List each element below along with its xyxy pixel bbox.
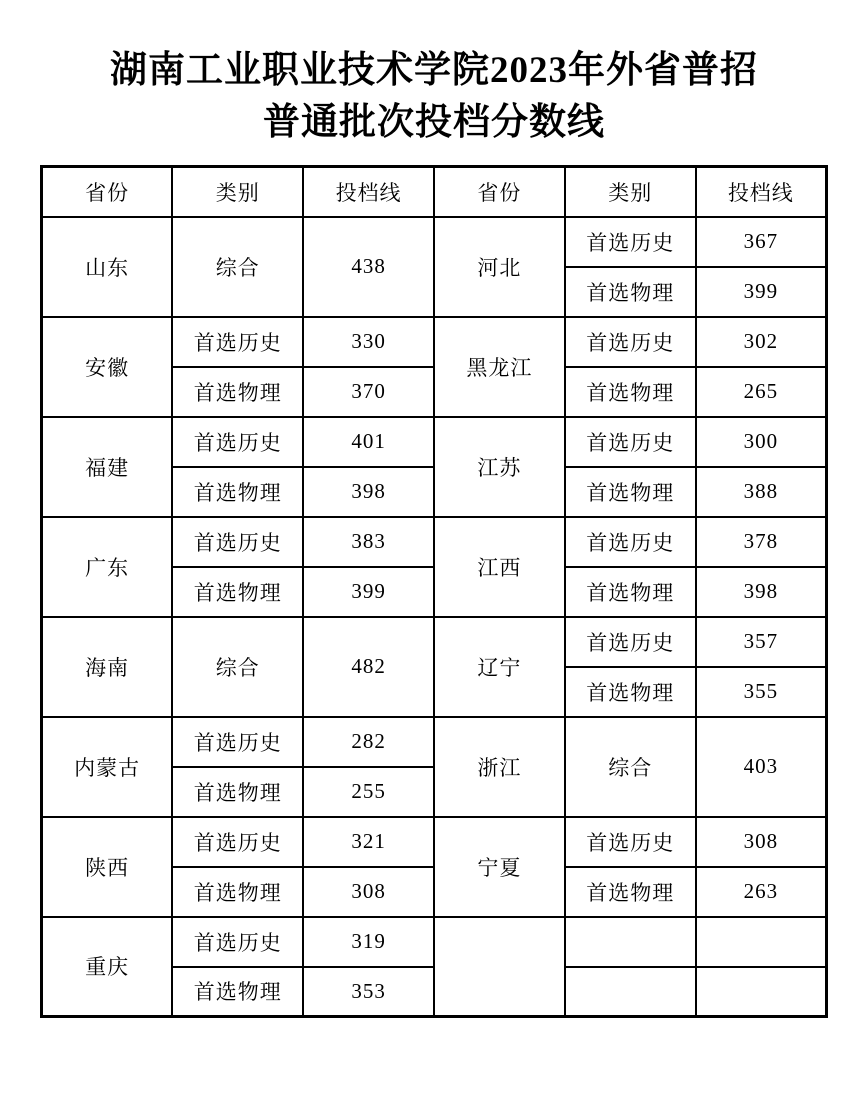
province-cell-liaoning: 辽宁 <box>434 617 565 717</box>
category-cell: 首选历史 <box>565 317 696 367</box>
page-title-line-2: 普通批次投档分数线 <box>263 102 605 143</box>
score-cell: 265 <box>696 367 827 417</box>
category-cell-empty <box>565 917 696 967</box>
score-cell: 399 <box>303 567 434 617</box>
category-cell: 首选物理 <box>565 267 696 317</box>
province-cell-jiangsu: 江苏 <box>434 417 565 517</box>
score-cell: 255 <box>303 767 434 817</box>
header-province-right: 省份 <box>434 167 565 217</box>
score-cell: 482 <box>303 617 434 717</box>
province-cell-empty <box>434 917 565 1017</box>
category-cell: 首选物理 <box>172 867 303 917</box>
score-cell: 399 <box>696 267 827 317</box>
province-cell-heilongjiang: 黑龙江 <box>434 317 565 417</box>
category-cell: 首选物理 <box>172 467 303 517</box>
score-cell: 398 <box>303 467 434 517</box>
category-cell: 首选历史 <box>172 417 303 467</box>
province-cell-jiangxi: 江西 <box>434 517 565 617</box>
category-cell: 首选物理 <box>565 867 696 917</box>
province-cell-hainan: 海南 <box>42 617 173 717</box>
category-cell-empty <box>565 967 696 1017</box>
category-cell: 综合 <box>172 217 303 317</box>
score-table <box>40 165 828 1018</box>
score-cell: 403 <box>696 717 827 817</box>
score-cell: 398 <box>696 567 827 617</box>
province-cell-hebei: 河北 <box>434 217 565 317</box>
province-cell-fujian: 福建 <box>42 417 173 517</box>
score-cell: 300 <box>696 417 827 467</box>
category-cell: 首选物理 <box>172 967 303 1017</box>
score-cell: 282 <box>303 717 434 767</box>
category-cell: 首选历史 <box>565 517 696 567</box>
score-cell: 263 <box>696 867 827 917</box>
category-cell: 首选历史 <box>565 817 696 867</box>
category-cell: 首选历史 <box>172 817 303 867</box>
category-cell: 首选物理 <box>172 767 303 817</box>
table-row <box>42 717 827 767</box>
table-row <box>42 917 827 967</box>
header-scoreline-left: 投档线 <box>303 167 434 217</box>
category-cell: 首选历史 <box>565 617 696 667</box>
category-cell: 综合 <box>565 717 696 817</box>
province-cell-neimenggu: 内蒙古 <box>42 717 173 817</box>
category-cell: 首选物理 <box>565 467 696 517</box>
score-cell: 353 <box>303 967 434 1017</box>
table-row <box>42 317 827 367</box>
score-cell: 383 <box>303 517 434 567</box>
table-row <box>42 217 827 267</box>
score-cell: 319 <box>303 917 434 967</box>
score-cell-empty <box>696 967 827 1017</box>
category-cell: 首选物理 <box>172 367 303 417</box>
category-cell: 首选历史 <box>565 217 696 267</box>
score-cell: 355 <box>696 667 827 717</box>
score-cell: 388 <box>696 467 827 517</box>
category-cell: 首选物理 <box>565 567 696 617</box>
score-cell: 308 <box>696 817 827 867</box>
province-cell-zhejiang: 浙江 <box>434 717 565 817</box>
score-cell: 438 <box>303 217 434 317</box>
score-cell: 378 <box>696 517 827 567</box>
table-row <box>42 817 827 867</box>
score-cell: 330 <box>303 317 434 367</box>
score-cell: 370 <box>303 367 434 417</box>
score-cell: 308 <box>303 867 434 917</box>
page-title <box>0 45 868 149</box>
table-row <box>42 517 827 567</box>
province-cell-anhui: 安徽 <box>42 317 173 417</box>
category-cell: 首选历史 <box>172 917 303 967</box>
province-cell-shandong: 山东 <box>42 217 173 317</box>
category-cell: 综合 <box>172 617 303 717</box>
province-cell-guangdong: 广东 <box>42 517 173 617</box>
score-cell: 357 <box>696 617 827 667</box>
header-province-left: 省份 <box>42 167 173 217</box>
score-cell: 302 <box>696 317 827 367</box>
province-cell-shaanxi: 陕西 <box>42 817 173 917</box>
table-row <box>42 417 827 467</box>
province-cell-ningxia: 宁夏 <box>434 817 565 917</box>
score-cell: 321 <box>303 817 434 867</box>
score-cell: 401 <box>303 417 434 467</box>
category-cell: 首选物理 <box>172 567 303 617</box>
category-cell: 首选物理 <box>565 367 696 417</box>
header-scoreline-right: 投档线 <box>696 167 827 217</box>
category-cell: 首选历史 <box>172 517 303 567</box>
header-category-right: 类别 <box>565 167 696 217</box>
category-cell: 首选历史 <box>565 417 696 467</box>
category-cell: 首选历史 <box>172 717 303 767</box>
category-cell: 首选历史 <box>172 317 303 367</box>
category-cell: 首选物理 <box>565 667 696 717</box>
page-title-line-1: 湖南工业职业技术学院2023年外省普招 <box>110 50 758 91</box>
header-row <box>42 167 827 217</box>
score-cell-empty <box>696 917 827 967</box>
header-category-left: 类别 <box>172 167 303 217</box>
score-cell: 367 <box>696 217 827 267</box>
province-cell-chongqing: 重庆 <box>42 917 173 1017</box>
table-row <box>42 617 827 667</box>
